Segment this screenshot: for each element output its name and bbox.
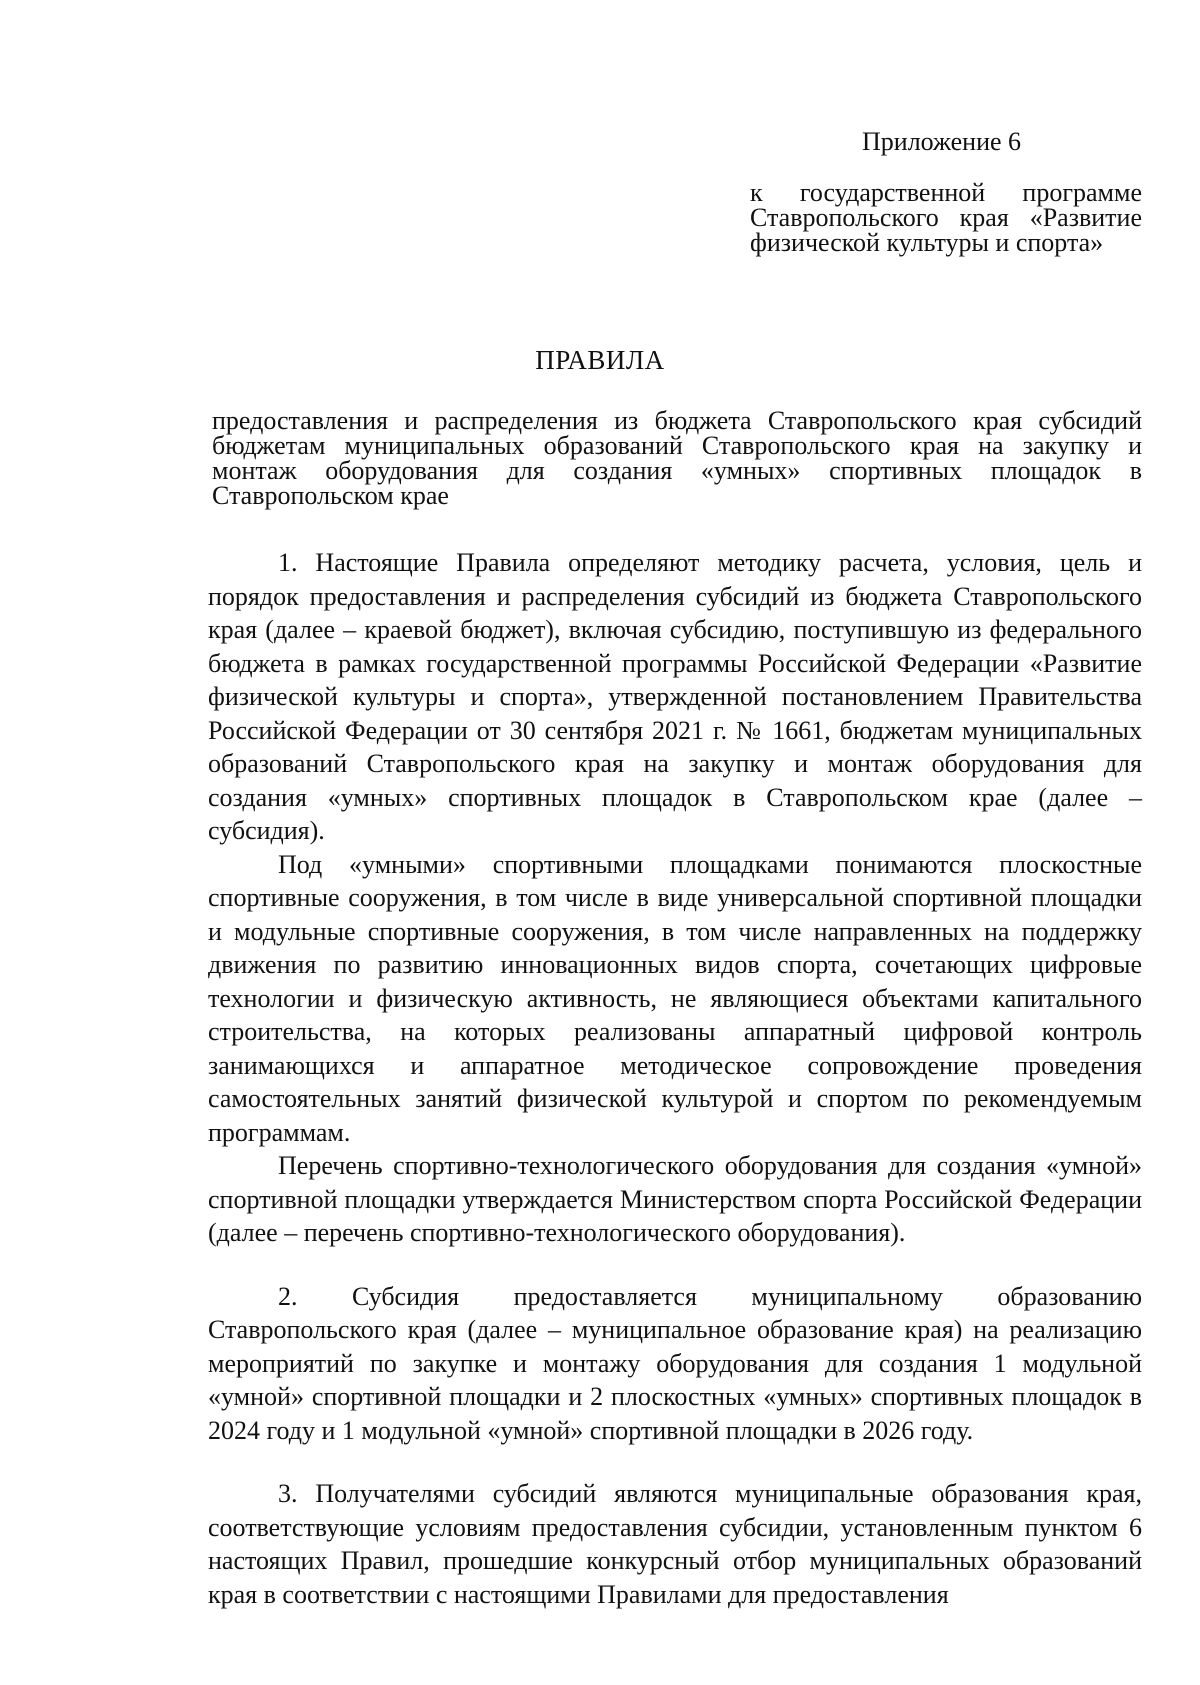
appendix-reference: к государственной программе Ставропольского края «Развитие физической культуры и спорта» (750, 178, 1142, 257)
paragraph-2: 2. Субсидия предоставляется муниципальному образованию Ставропольского края (далее – муниципальное образование края) на реализацию мероприятий по закупке и монтажу оборудования для создания 1 модульной «умной» спортивной площадки и 2 плоскостных «умных» спортивных площадок в 2024 году и 1 модульной «умной» спортивной площадки в 2026 году. (208, 1281, 1142, 1445)
document-subtitle: предоставления и распределения из бюджета Ставропольского края субсидий бюджетам муниципальных образований Ставропольского края на закупку и монтаж оборудования для создания «умных» спортивных площадок в Ставропольском крае (212, 406, 1142, 510)
paragraph-gap (208, 1447, 1142, 1477)
paragraph-gap (208, 1250, 1142, 1280)
paragraph-1: 1. Настоящие Правила определяют методику расчета, условия, цель и порядок предоставления и распределения субсидий из бюджета Ставропольского края (далее – краевой бюджет), включая субсидию, поступившую из федерального бюджета в рамках государственной программы Российской Федерации «Развитие физической культуры и спорта», утвержденной постановлением Правительства Российской Федерации от 30 сентября 2021 г. № 1661, бюджетам муниципальных образований Ставропольского края на закупку и монтаж оборудования для создания «умных» спортивных площадок в Ставропольском крае (далее – субсидия). (208, 548, 1142, 845)
paragraph-3: 3. Получателями субсидий являются муниципальные образования края, соответствующие условиям предоставления субсидии, установленным пунктом 6 настоящих Правил, прошедшие конкурсный отбор муниципальных образований края в соответствии с настоящими Правилами для предоставления (208, 1479, 1142, 1609)
document-title: ПРАВИЛА (535, 345, 665, 375)
paragraph-1-equipment-list: Перечень спортивно-технологического оборудования для создания «умной» спортивной площадки утверждается Министерством спорта Российской Федерации (далее – перечень спортивно-технологического оборудования). (208, 1151, 1142, 1247)
document-body (208, 546, 1142, 1611)
appendix-number: Приложение 6 (862, 127, 1022, 156)
paragraph-1-definition: Под «умными» спортивными площадками понимаются плоскостные спортивные сооружения, в том числе в виде универсальной спортивной площадки и модульные спортивные сооружения, в том числе направленных на поддержку движения по развитию инновационных видов спорта, сочетающих цифровые технологии и физическую активность, не являющиеся объектами капитального строительства, на которых реализованы аппаратный цифровой контроль занимающихся и аппаратное методическое сопровождение проведения самостоятельных занятий физической культурой и спортом по рекомендуемым программам. (208, 849, 1142, 1147)
